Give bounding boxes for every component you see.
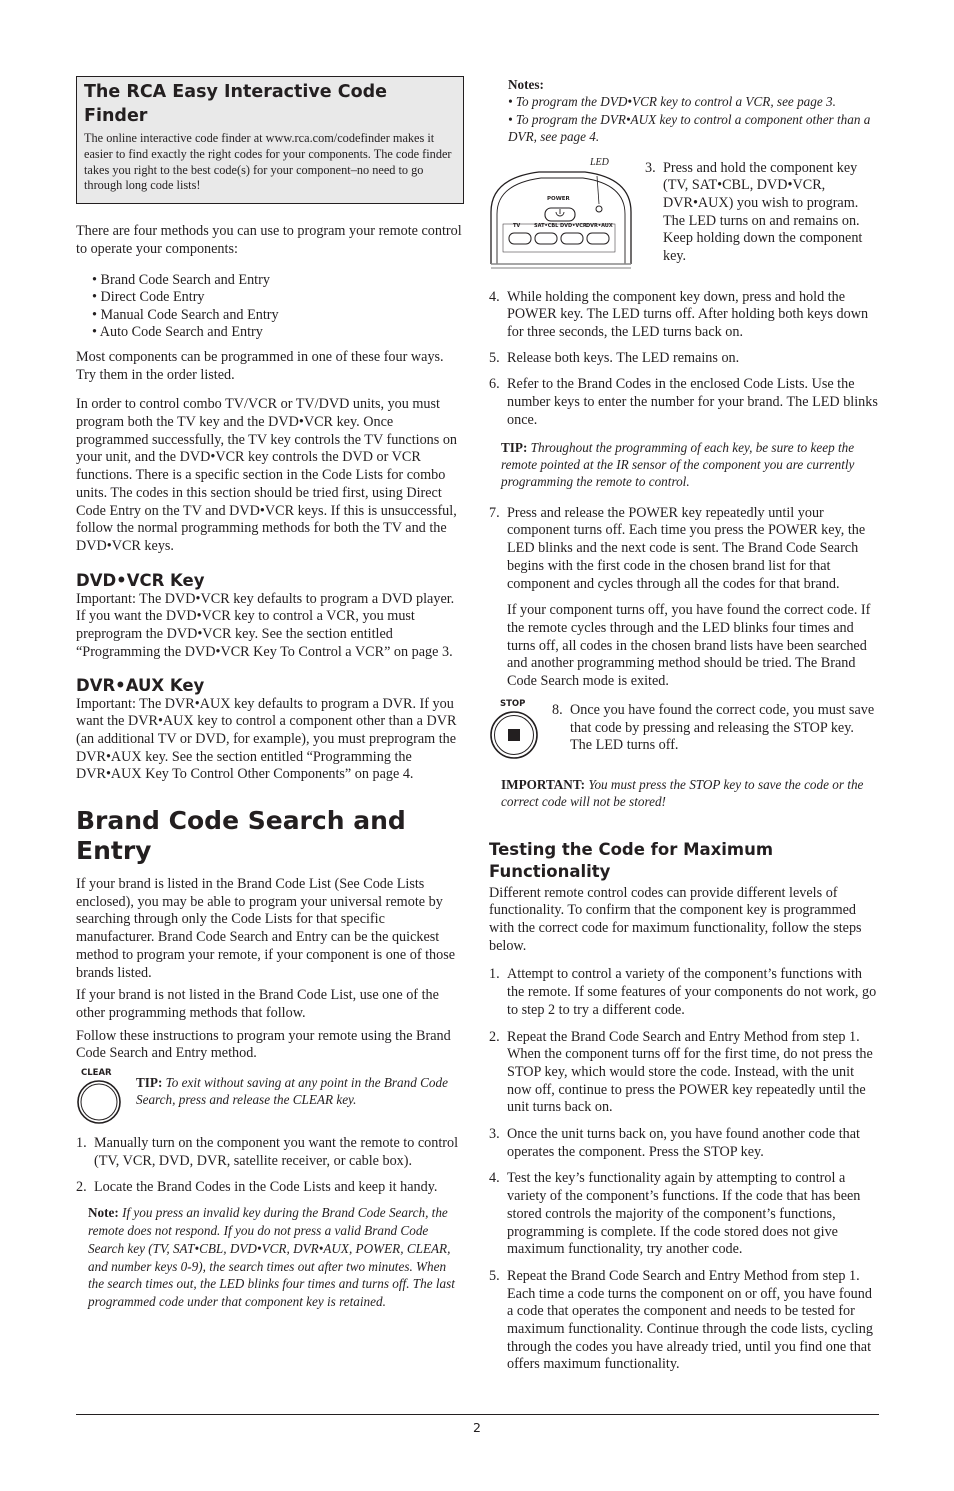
tv-key-label: TV	[513, 222, 521, 229]
notes-block	[508, 76, 879, 146]
combo-note: In order to control combo TV/VCR or TV/DVD units, you must program both the TV key and the DVD•VCR key. Once programmed successfully, the TV key controls the TV functions on your unit, and the DVD•VCR key controls the DVD or VCR functions. There is a specific section in the Code Lists for combo units. The codes in this section should be tried first, using Direct Code Entry on the TV and DVD•VCR keys. If this is unsuccessful, follow the normal programming methods for both the TV and the DVD•VCR keys.	[76, 396, 458, 554]
dvdvcr-key-label: DVD•VCR	[560, 222, 587, 229]
clear-key-icon	[76, 1069, 136, 1131]
notes-item: • To program the DVR•AUX key to control a component other than a DVR, see page 4.	[508, 111, 871, 145]
step-7: 7. Press and release the POWER key repeatedly until your component turns off. Each time you press the POWER key, the LED blinks and the next code is sent. The Brand Code Search begins with the first code in the chosen brand list for that component and cycles through all the codes for that brand.	[489, 504, 866, 592]
satcbl-key-label: SAT•CBL	[534, 222, 559, 229]
remote-illustration	[489, 156, 645, 275]
left-column	[76, 76, 464, 1311]
method-item: • Manual Code Search and Entry	[92, 306, 279, 323]
brand-note: Note: If you press an invalid key during the Brand Code Search, the remote does not respond. If you do not press a valid Brand Code Search key (TV, SAT•CBL, DVD•VCR, DVR•AUX, POWER, CLEAR, and number keys 0-9), the search times out after two minutes. When the search times out, the LED blinks four times and turns off. The last programmed code under that component key is retained.	[88, 1205, 455, 1310]
clear-key-label: CLEAR	[81, 1068, 112, 1079]
power-key-label: POWER	[547, 195, 570, 202]
code-finder-body: The online interactive code finder at www.rca.com/codefinder makes it easier to find exactly the right codes for your components. The code finder takes you right to the best code(s) for your component–no need to go through long code lists!	[84, 131, 452, 193]
method-item: • Auto Code Search and Entry	[92, 324, 263, 341]
step-4: 4. While holding the component key down, press and hold the POWER key. The LED turns off. After holding both keys down for three seconds, the LED turns back on.	[489, 288, 869, 341]
step-6: 6. Refer to the Brand Codes in the enclosed Code Lists. Use the number keys to enter the number for your brand. The LED blinks once.	[489, 376, 878, 428]
tip-label: TIP:	[136, 1075, 163, 1091]
stop-key-icon	[489, 698, 552, 764]
brand-step: 1. Manually turn on the component you want the remote to control (TV, VCR, DVD, DVR, satellite receiver, or cable box).	[76, 1135, 459, 1169]
dvraux-text: Important: The DVR•AUX key defaults to program a DVR. If you want the DVR•AUX key to control a component other than a DVR (an additional TV or DVD, for example), you must preprogram the DVR•AUX key. See the section entitled “Programming the DVR•AUX Key To Control Other Components” on page 4.	[76, 695, 457, 783]
program-tip: TIP: Throughout the programming of each key, be sure to keep the remote pointed at the IR sensor of the component you are currently programming the remote to control.	[501, 439, 855, 490]
remote-top-icon	[489, 160, 635, 272]
step-5: 5. Release both keys. The LED remains on.	[489, 349, 740, 366]
led-label: LED	[590, 156, 609, 168]
method-item: • Brand Code Search and Entry	[92, 271, 270, 288]
important-note: IMPORTANT: You must press the STOP key to save the code or the correct code will not be stored!	[501, 776, 864, 810]
testing-step: 2. Repeat the Brand Code Search and Entry Method from step 1. When the component turns off for the first time, do not press the STOP key, which would store the code. Instead, with the unit now off, continue to press the POWER key repeatedly until the unit turns back on.	[489, 1028, 873, 1116]
dvraux-key-label: DVR•AUX	[586, 222, 613, 229]
stop-key-label: STOP	[500, 698, 526, 709]
testing-step: 1. Attempt to control a variety of the component’s functions with the remote. If some features of your components do not work, go to step 2 to try a different code.	[489, 966, 877, 1018]
order-note: Most components can be programmed in one of these four ways. Try them in the order listed.	[76, 348, 444, 383]
step-8: 8. Once you have found the correct code, you must save that code by pressing and releasing the STOP key. The LED turns off.	[552, 701, 875, 754]
notes-label: Notes:	[508, 77, 544, 92]
brand-p2: If your brand is not listed in the Brand Code List, use one of the other programming methods that follow.	[76, 987, 439, 1021]
dvdvcr-heading: DVD•VCR Key	[76, 570, 205, 590]
dvdvcr-text: Important: The DVD•VCR key defaults to program a DVD player. If you want the DVD•VCR key to control a VCR, you must preprogram the DVD•VCR key. See the section entitled “Programming the DVD•VCR Key To Control a VCR” on page 3.	[76, 590, 455, 660]
testing-step: 5. Repeat the Brand Code Search and Entry Method from step 1. Each time a code turns the component on or off, you have found a code that operates the component and needs to be tested for maximum functionality. Continue through the code lists, cycling through the codes you have already tried, until you find one that offers maximum functionality.	[489, 1267, 873, 1373]
notes-item: • To program the DVD•VCR key to control a VCR, see page 3.	[508, 94, 836, 110]
clear-tip	[76, 1069, 464, 1131]
testing-step: 4. Test the key’s functionality again by attempting to control a variety of the component’s functions. If the code that has been stored controls the majority of the component’s functions, programming is complete. If the code stored does not give maximum functionality, try another code.	[489, 1170, 861, 1258]
brand-p1: If your brand is listed in the Brand Code List (See Code Lists enclosed), you may be able to program your universal remote by searching through only the Code Lists for that specific manufacturer. Brand Code Search and Entry can be the quickest method to program your remote, if your component is one of those brands listed.	[76, 876, 456, 981]
dvraux-heading: DVR•AUX Key	[76, 675, 205, 695]
footer-rule	[76, 1414, 879, 1415]
code-finder-box	[76, 76, 464, 204]
remote-step-row	[489, 156, 879, 275]
page-number: 2	[473, 1420, 481, 1435]
brand-step: 2. Locate the Brand Codes in the Code Lists and keep it handy.	[76, 1179, 438, 1196]
brand-heading: Brand Code Search and Entry	[76, 806, 406, 866]
testing-intro: Different remote control codes can provide different levels of functionality. To confirm that the component key is programmed with the correct code for maximum functionality, follow the steps below.	[489, 884, 862, 954]
clear-tip-text: TIP: To exit without saving at any point in the Brand Code Search, press and release the CLEAR key.	[136, 1075, 448, 1108]
brand-p3: Follow these instructions to program your remote using the Brand Code Search and Entry method.	[76, 1027, 451, 1062]
code-finder-title: The RCA Easy Interactive Code Finder	[84, 82, 388, 126]
testing-step: 3. Once the unit turns back on, you have found another code that operates the component. Press the STOP key.	[489, 1126, 861, 1160]
intro-text: There are four methods you can use to program your remote control to operate your components:	[76, 223, 462, 257]
stop-step-row	[489, 698, 879, 764]
methods-list	[76, 272, 464, 342]
method-item: • Direct Code Entry	[92, 289, 205, 306]
step-7-detail: If your component turns off, you have found the correct code. If the remote cycles through and the LED blinks four times and turns off, all codes in the chosen brand lists have been searched and another programming method should be tried. The Brand Code Search mode is exited.	[507, 602, 871, 690]
testing-heading: Testing the Code for Maximum Functionality	[489, 839, 774, 881]
right-column	[489, 76, 879, 1374]
step-3: 3. Press and hold the component key (TV, SAT•CBL, DVD•VCR, DVR•AUX) you wish to program. The LED turns on and remains on. Keep holding down the component key.	[645, 159, 863, 265]
